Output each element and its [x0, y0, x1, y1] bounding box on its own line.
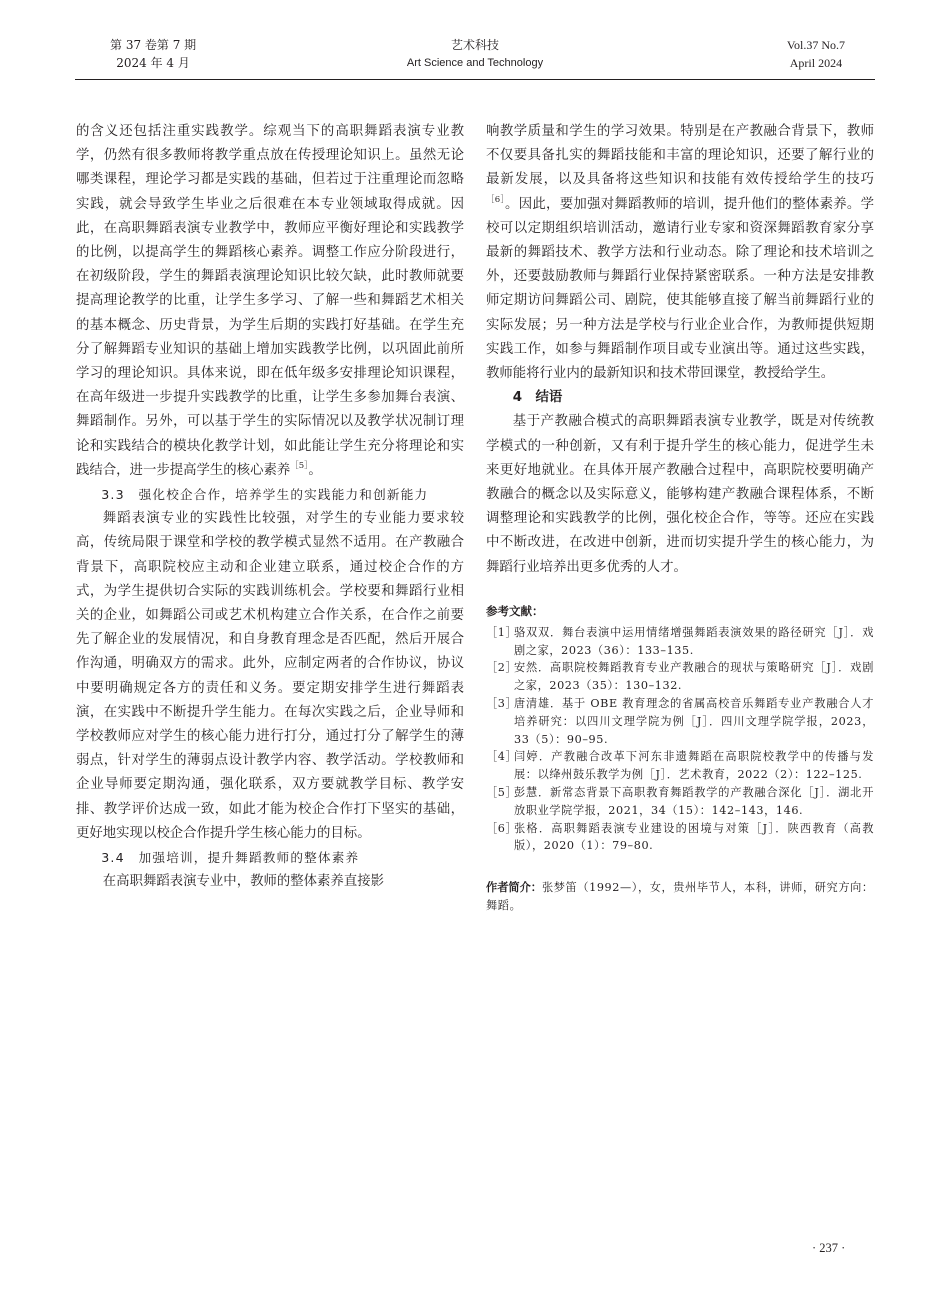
paragraph-text: 的含义还包括注重实践教学。综观当下的高职舞蹈表演专业教学，仍然有很多教师将教学重点放在传授理论知识上。虽然无论哪类课程，理论学习都是实践的基础，但若过于注重理论而忽略实践，就会导致学生毕业之后很难在本专业领域取得成就。因此，在高职舞蹈表演专业教学中，教师应平衡好理论和实践教学的比例，以提高学生的舞蹈核心素养。调整工作应分阶段进行，在初级阶段，学生的舞蹈表演理论知识比较欠缺，此时教师就要提高理论教学的比重，让学生多学习、了解一些和舞蹈艺术相关的基本概念、历史背景，为学生后期的实践打好基础。在学生充分了解舞蹈专业知识的基础上增加实践教学比例，以巩固此前所学习的理论知识。具体来说，即在低年级多安排理论知识课程，在高年级进一步提升实践教学的比重，让学生多参加舞台表演、舞蹈制作。另外，可以基于学生的实际情况以及教学状况制订理论和实践结合的模块化教学计划，如此能让学生充分将理论和实践结合，进一步提高学生的核心素养 — [76, 124, 464, 478]
right-column — [486, 120, 874, 915]
reference-number: ［5］ — [486, 786, 518, 800]
reference-number: ［1］ — [486, 625, 518, 639]
header-rule — [75, 79, 875, 80]
body-paragraph: 在高职舞蹈表演专业中，教师的整体素养直接影 — [102, 874, 384, 890]
journal-title-en: Art Science and Technology — [406, 57, 544, 69]
journal-title-cn: 艺术科技 — [450, 38, 499, 52]
body-paragraph — [486, 120, 874, 386]
running-header — [75, 36, 875, 76]
references-title: 参考文献： — [486, 603, 544, 618]
left-column — [76, 120, 464, 895]
reference-text: 骆双双．舞台表演中运用情绪增强舞蹈表演效果的路径研究［J］．戏剧之家，2023（36）：133–135. — [514, 625, 874, 657]
reference-item — [486, 748, 874, 784]
reference-text: 闫婷．产教融合改革下河东非遗舞蹈在高职院校教学中的传播与发展：以绛州鼓乐教学为例［J］．艺术教育，2022（2）：122–125. — [514, 750, 874, 782]
reference-item — [486, 784, 874, 820]
issue-date-en: April 2024 — [789, 56, 843, 70]
reference-text: 安然．高职院校舞蹈教育专业产教融合的现状与策略研究［J］．戏剧之家，2023（35）：130–132. — [514, 661, 874, 693]
author-bio-text: 张梦笛（1992—），女，贵州毕节人，本科，讲师，研究方向：舞蹈。 — [486, 881, 874, 913]
section-heading-3-3: 3.3 强化校企合作，培养学生的实践能力和创新能力 — [101, 487, 429, 503]
reference-item — [486, 624, 874, 660]
reference-number: ［2］ — [486, 661, 518, 675]
volume-issue: 第 37 卷第 7 期 — [110, 38, 197, 52]
page-number: · 237 · — [812, 1241, 846, 1255]
issue-info-en — [787, 36, 845, 72]
volume-issue-en: Vol.37 No.7 — [786, 38, 845, 52]
citation-6: ［6］ — [486, 194, 506, 205]
reference-text: 张格．高职舞蹈表演专业建设的困境与对策［J］．陕西教育（高教版），2020（1）：79–80. — [514, 821, 874, 853]
reference-text: 唐清雄．基于 OBE 教育理念的省属高校音乐舞蹈专业产教融合人才培养研究：以四川文理学院为例［J］．四川文理学院学报，2023，33（5）：90–95. — [514, 697, 874, 746]
paragraph-end: 。 — [308, 462, 322, 478]
journal-title — [75, 36, 875, 72]
body-paragraph: 基于产教融合模式的高职舞蹈表演专业教学，既是对传统教学模式的一种创新，又有利于提升学生的核心能力，促进学生未来更好地就业。在具体开展产教融合过程中，高职院校要明确产教融合的概念以及实际意义，能够构建产教融合课程体系，不断调整理论和实践教学的比例，强化校企合作，等等。还应在实践中不断改进，在改进中创新，进而切实提升学生的核心能力，为舞蹈行业培养出更多优秀的人才。 — [486, 414, 874, 575]
reference-number: ［6］ — [486, 821, 518, 835]
section-heading-3-4: 3.4 加强培训，提升舞蹈教师的整体素养 — [101, 850, 360, 866]
issue-date: 2024 年 4 月 — [116, 56, 190, 70]
citation-5: ［5］ — [290, 460, 309, 471]
reference-item — [486, 820, 874, 856]
paragraph-text: 响教学质量和学生的学习效果。特别是在产教融合背景下，教师不仅要具备扎实的舞蹈技能和丰富的理论知识，还要了解行业的最新发展，以及具备将这些知识和技能有效传授给学生的技巧 — [486, 124, 874, 188]
body-paragraph: 舞蹈表演专业的实践性比较强，对学生的专业能力要求较高，传统局限于课堂和学校的教学模式显然不适用。在产教融合背景下，高职院校应主动和企业建立联系，通过校企合作的方式，为学生提供切合实际的实践训练机会。学校要和舞蹈行业相关的企业，如舞蹈公司或艺术机构建立合作关系，在合作之前要先了解企业的发展情况，和自身教育理念是否匹配，然后开展合作沟通，明确双方的需求。此外，应制定两者的合作协议，协议中要明确规定各方的责任和义务。要定期安排学生进行舞蹈表演，在实践中不断提升学生能力。在每次实践之后，企业导师和学校教师应对学生的核心能力进行打分，通过打分了解学生的薄弱点，针对学生的薄弱点设计教学内容、教学活动。学校教师和企业导师要定期沟通，强化联系，双方要就教学目标、教学安排、教学评价达成一致，如此才能为校企合作打下坚实的基础，更好地实现以校企合作提升学生核心能力的目标。 — [76, 511, 464, 841]
reference-number: ［4］ — [486, 750, 518, 764]
body-paragraph — [76, 120, 464, 483]
author-bio-label: 作者简介： — [486, 881, 542, 895]
reference-number: ［3］ — [486, 697, 518, 711]
reference-text: 彭慧．新常态背景下高职教育舞蹈教学的产教融合深化［J］．湖北开放职业学院学报，2021，34（15）：142–143，146. — [514, 786, 874, 817]
reference-item — [486, 659, 874, 695]
paragraph-text-continued: 。因此，要加强对舞蹈教师的培训，提升他们的整体素养。学校可以定期组织培训活动，邀请行业专家和资深舞蹈教育家分享最新的舞蹈技术、教学方法和行业动态。除了理论和技术培训之外，还要鼓励教师与舞蹈行业保持紧密联系。一种方法是安排教师定期访问舞蹈公司、剧院，使其能够直接了解当前舞蹈行业的实际发展；另一种方法是学校与行业企业合作，为教师提供短期实践工作，如参与舞蹈制作项目或专业演出等。通过这些实践，教师能将行业内的最新知识和技术带回课堂，教授给学生。 — [486, 196, 874, 382]
section-heading-4: 4 结语 — [512, 390, 563, 406]
reference-item — [486, 695, 874, 748]
reference-list — [486, 624, 874, 855]
author-bio — [486, 879, 874, 915]
